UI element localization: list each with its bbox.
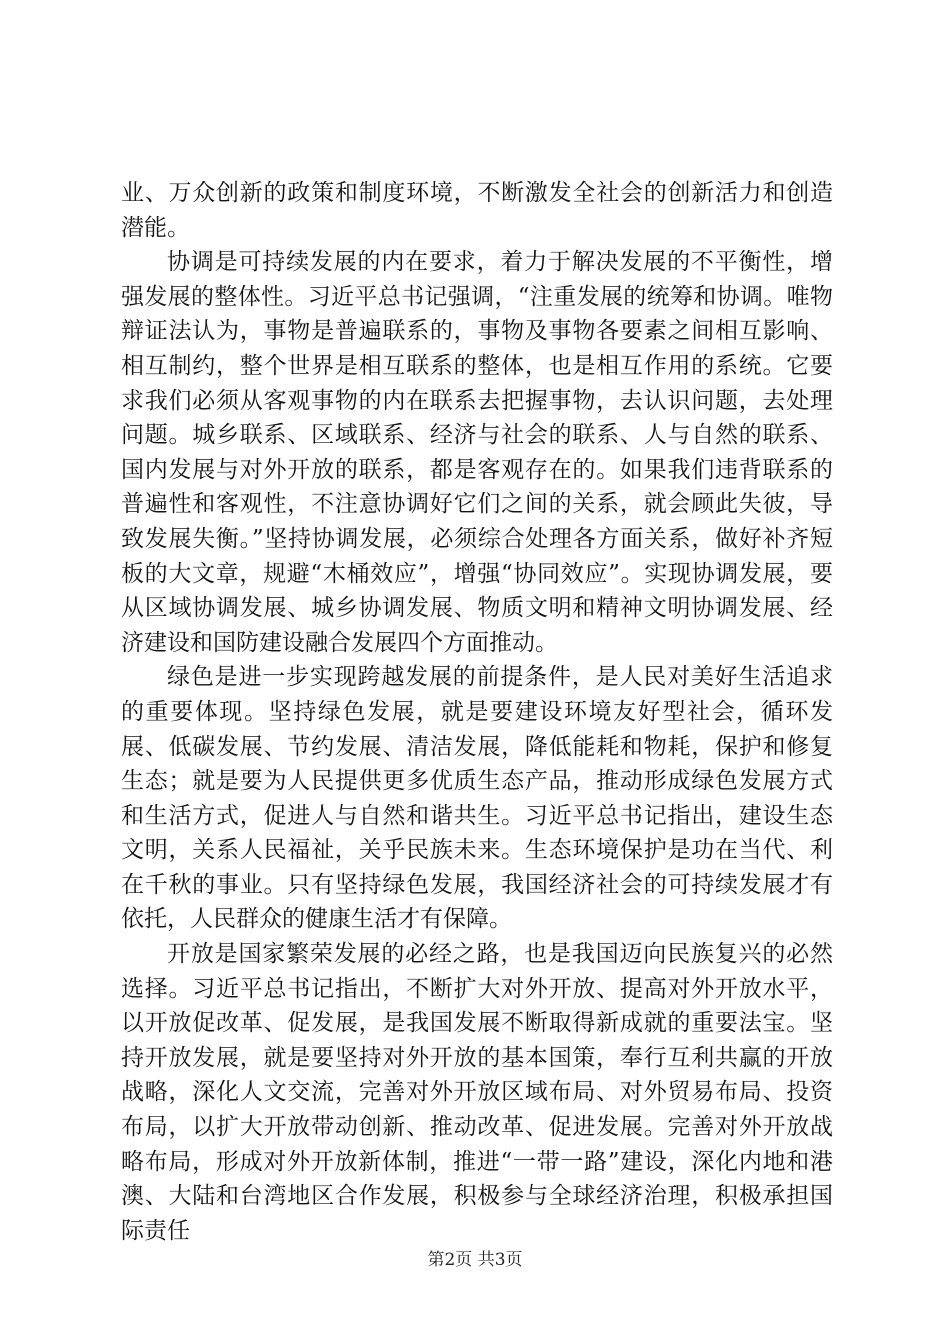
paragraph-green: 绿色是进一步实现跨越发展的前提条件，是人民对美好生活追求的重要体现。坚持绿色发展，就是要建设环境友好型社会，循环发展、低碳发展、节约发展、清洁发展，降低能耗和物耗，保护和修复生态；就是要为人民提供更多优质生态产品，推动形成绿色发展方式和生活方式，促进人与自然和谐共生。习近平总书记指出，建设生态文明，关系人民福祉，关乎民族未来。生态环境保护是功在当代、利在千秋的事业。只有坚持绿色发展，我国经济社会的可持续发展才有依托，人民群众的健康生活才有保障。 xyxy=(121,664,833,933)
paragraph-coordination: 协调是可持续发展的内在要求，着力于解决发展的不平衡性，增强发展的整体性。习近平总书记强调，“注重发展的统筹和协调。唯物辩证法认为，事物是普遍联系的，事物及事物各要素之间相互影响、相互制约，整个世界是相互联系的整体，也是相互作用的系统。它要求我们必须从客观事物的内在联系去把握事物，去认识问题，去处理问题。城乡联系、区域联系、经济与社会的联系、人与自然的联系、国内发展与对外开放的联系，都是客观存在的。如果我们违背联系的普遍性和客观性，不注意协调好它们之间的关系，就会顾此失彼，导致发展失衡。”坚持协调发展，必须综合处理各方面关系，做好补齐短板的大文章，规避“木桶效应”，增强“协同效应”。实现协调发展，要从区域协调发展、城乡协调发展、物质文明和精神文明协调发展、经济建设和国防建设融合发展四个方面推动。 xyxy=(121,249,833,656)
page-footer: 第2页 共3页 xyxy=(427,1250,523,1270)
document-body xyxy=(121,176,833,1248)
paragraph-continued: 业、万众创新的政策和制度环境，不断激发全社会的创新活力和创造潜能。 xyxy=(121,180,833,241)
paragraph-openness: 开放是国家繁荣发展的必经之路，也是我国迈向民族复兴的必然选择。习近平总书记指出，不断扩大对外开放、提高对外开放水平，以开放促改革、促发展，是我国发展不断取得新成就的重要法宝。坚持开放发展，就是要坚持对外开放的基本国策，奉行互利共赢的开放战略，深化人文交流，完善对外开放区域布局、对外贸易布局、投资布局，以扩大开放带动创新、推动改革、促进发展。完善对外开放战略布局，形成对外开放新体制，推进“一带一路”建设，深化内地和港澳、大陆和台湾地区合作发展，积极参与全球经济治理，积极承担国际责任 xyxy=(121,941,833,1244)
